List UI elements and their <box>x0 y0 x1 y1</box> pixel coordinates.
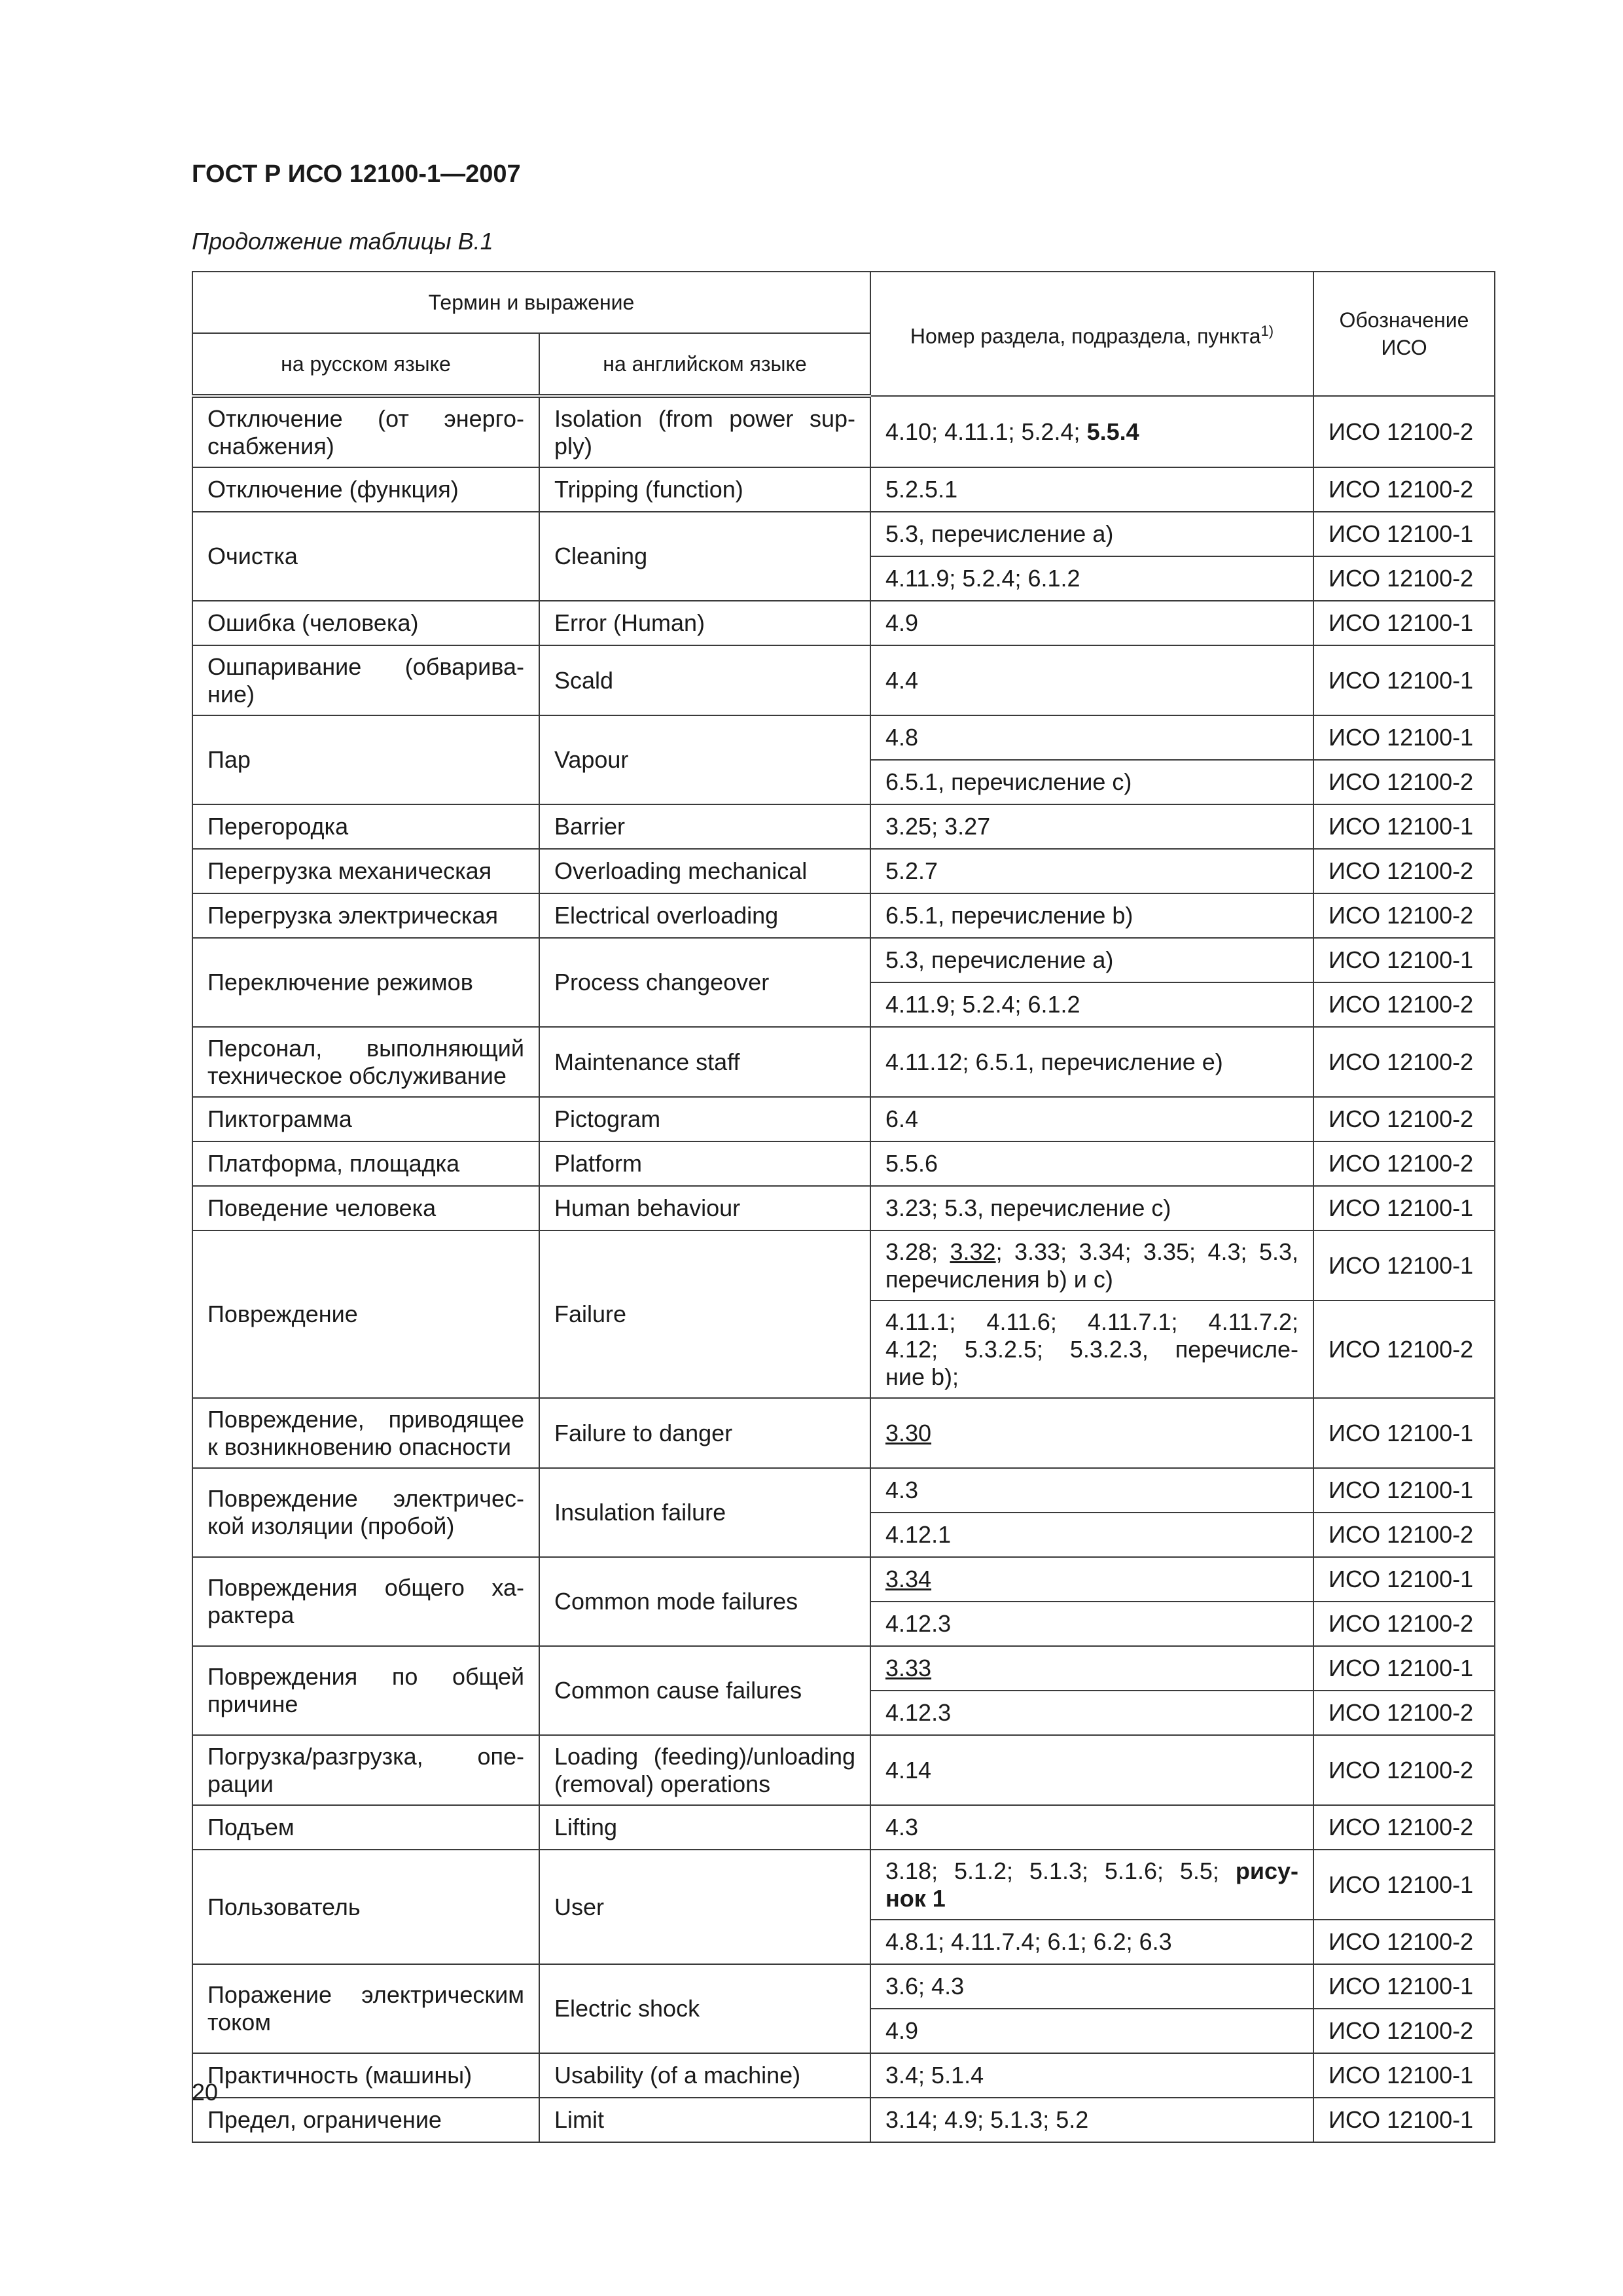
term-russian <box>192 893 539 938</box>
iso-designation: ИСО 12100-2 <box>1313 1735 1495 1805</box>
section-reference <box>870 1186 1313 1230</box>
ref-text: 3.14; 4.9; 5.1.3; 5.2 <box>885 2106 1089 2133</box>
table-row <box>192 1964 1495 2009</box>
ref-text: 5.3, перечисление а) <box>885 946 1114 973</box>
section-reference <box>870 1513 1313 1557</box>
table-row <box>192 804 1495 849</box>
term-russian <box>192 1964 539 2053</box>
ref-line <box>885 1049 1223 1075</box>
ref-text: нок 1 <box>885 1884 946 1912</box>
term-english <box>539 1027 870 1097</box>
section-reference <box>870 760 1313 804</box>
iso-designation: ИСО 12100-2 <box>1313 2009 1495 2053</box>
term-russian <box>192 1398 539 1468</box>
term-english-line: Barrier <box>554 813 626 840</box>
ref-line <box>885 1420 931 1446</box>
ref-line <box>885 2106 1088 2133</box>
ref-line <box>885 1566 931 1592</box>
term-russian <box>192 512 539 601</box>
term-russian-line: снабжения) <box>207 432 334 459</box>
ref-line <box>885 565 1080 592</box>
term-english <box>539 396 870 467</box>
term-russian-line: кой изоляции (пробой) <box>207 1513 455 1539</box>
term-russian-line: Отключение (от энерго- <box>207 404 524 432</box>
ref-text: 5.3, перечисление а) <box>885 520 1114 547</box>
ref-line <box>885 1973 964 2000</box>
term-russian-line: техническое обслуживание <box>207 1062 507 1089</box>
ref-line <box>885 1757 931 1784</box>
section-reference <box>870 1735 1313 1805</box>
ref-text: 4.3 <box>885 1814 919 1840</box>
term-russian <box>192 1027 539 1097</box>
ref-text: 5.2.7 <box>885 857 938 884</box>
term-russian <box>192 804 539 849</box>
ref-line <box>885 902 1133 929</box>
ref-text: 3.18; 5.1.2; 5.1.3; 5.1.6; 5.5; <box>885 1857 1236 1884</box>
ref-text: 6.4 <box>885 1105 919 1132</box>
term-russian-line: причине <box>207 1691 298 1717</box>
section-reference <box>870 601 1313 645</box>
ref-text: 4.9 <box>885 609 919 636</box>
section-reference <box>870 1691 1313 1735</box>
iso-designation: ИСО 12100-2 <box>1313 1920 1495 1964</box>
term-english-line: Scald <box>554 666 614 694</box>
section-reference <box>870 804 1313 849</box>
ref-text: 4.8.1; 4.11.7.4; 6.1; 6.2; 6.3 <box>885 1928 1172 1955</box>
section-reference <box>870 1141 1313 1186</box>
term-russian <box>192 1186 539 1230</box>
term-english-line: Pictogram <box>554 1105 661 1132</box>
header-term: Термин и выражение <box>192 272 870 333</box>
iso-designation: ИСО 12100-2 <box>1313 1097 1495 1141</box>
term-english <box>539 849 870 893</box>
term-russian <box>192 715 539 804</box>
term-english <box>539 1468 870 1557</box>
term-english <box>539 601 870 645</box>
term-russian <box>192 1468 539 1557</box>
term-english <box>539 1805 870 1850</box>
iso-designation: ИСО 12100-2 <box>1313 1141 1495 1186</box>
ref-line <box>885 1857 1298 1885</box>
table-row <box>192 1646 1495 1691</box>
ref-line <box>885 520 1113 547</box>
header-iso-line2: ИСО <box>1381 336 1427 359</box>
document-title: ГОСТ Р ИСО 12100-1—2007 <box>192 160 521 188</box>
ref-text: 6.5.1, перечисление с) <box>885 768 1132 795</box>
term-english <box>539 2098 870 2142</box>
ref-text: 4.11.9; 5.2.4; 6.1.2 <box>885 991 1080 1018</box>
term-russian-line: рации <box>207 1770 274 1797</box>
page-number: 20 <box>192 2079 219 2106</box>
term-russian <box>192 1097 539 1141</box>
iso-designation: ИСО 12100-1 <box>1313 2053 1495 2098</box>
ref-line <box>885 1699 951 1726</box>
table-row <box>192 645 1495 715</box>
ref-line <box>885 1336 1298 1363</box>
table-row <box>192 2053 1495 2098</box>
term-english <box>539 1735 870 1805</box>
term-english-line: Failure <box>554 1300 627 1327</box>
ref-text: 4.12.3 <box>885 1699 952 1726</box>
term-russian-line: Пиктограмма <box>207 1105 352 1132</box>
iso-designation: ИСО 12100-1 <box>1313 1557 1495 1602</box>
term-russian <box>192 1557 539 1646</box>
ref-text: 3.32 <box>950 1238 996 1265</box>
table-row <box>192 601 1495 645</box>
iso-designation: ИСО 12100-1 <box>1313 1398 1495 1468</box>
table-row <box>192 849 1495 893</box>
ref-line <box>885 1150 938 1177</box>
iso-designation: ИСО 12100-2 <box>1313 1027 1495 1097</box>
table-row <box>192 1230 1495 1300</box>
term-russian-line: Пар <box>207 746 251 773</box>
term-english-line: Process changeover <box>554 969 770 996</box>
term-russian-line: Переключение режимов <box>207 969 473 996</box>
term-english <box>539 1850 870 1964</box>
ref-line <box>885 857 938 884</box>
ref-text: 3.6; 4.3 <box>885 1973 965 2000</box>
iso-designation: ИСО 12100-1 <box>1313 601 1495 645</box>
iso-designation: ИСО 12100-1 <box>1313 1850 1495 1920</box>
section-reference <box>870 715 1313 760</box>
ref-text: 4.10; 4.11.1; 5.2.4; <box>885 418 1087 445</box>
term-russian-line: Поражение электрическим <box>207 1981 524 2008</box>
term-russian-line: ние) <box>207 680 255 708</box>
header-iso <box>1313 272 1495 396</box>
table-row <box>192 1850 1495 1920</box>
ref-line <box>885 946 1113 973</box>
term-russian-line: Очистка <box>207 543 298 569</box>
ref-line <box>885 1814 918 1840</box>
ref-text: 4.14 <box>885 1756 932 1784</box>
ref-line <box>885 1521 951 1548</box>
term-russian-line: Платформа, площадка <box>207 1150 460 1177</box>
term-russian-line: Ошибка (человека) <box>207 609 419 636</box>
header-iso-line1: Обозначение <box>1339 308 1469 332</box>
term-english-line: (removal) operations <box>554 1770 771 1797</box>
ref-line <box>885 1610 951 1637</box>
section-reference <box>870 467 1313 512</box>
footnote-marker: 1) <box>1260 323 1274 340</box>
section-reference <box>870 1557 1313 1602</box>
table-caption: Продолжение таблицы В.1 <box>192 228 493 255</box>
section-reference <box>870 1602 1313 1646</box>
term-english <box>539 1557 870 1646</box>
iso-designation: ИСО 12100-2 <box>1313 396 1495 467</box>
term-russian-line: Повреждения по общей <box>207 1663 524 1690</box>
term-russian <box>192 396 539 467</box>
term-english-line: Cleaning <box>554 543 648 569</box>
term-russian-line: Повреждение, приводящее <box>207 1405 524 1433</box>
term-russian-line: Предел, ограничение <box>207 2106 442 2133</box>
term-russian <box>192 1230 539 1398</box>
term-english-line: Human behaviour <box>554 1194 741 1221</box>
ref-line <box>885 667 918 694</box>
ref-line <box>885 1363 1298 1391</box>
term-russian-line: Подъем <box>207 1814 294 1840</box>
term-english-line: User <box>554 1893 605 1920</box>
term-english <box>539 645 870 715</box>
table-row <box>192 512 1495 556</box>
header-section <box>870 272 1313 396</box>
term-english <box>539 804 870 849</box>
section-reference <box>870 1300 1313 1398</box>
table-row <box>192 396 1495 467</box>
ref-text: 6.5.1, перечисление b) <box>885 902 1133 929</box>
term-english-line: Usability (of a machine) <box>554 2062 801 2089</box>
ref-text: 3.28; <box>885 1238 950 1265</box>
term-english <box>539 512 870 601</box>
section-reference <box>870 556 1313 601</box>
term-russian <box>192 1850 539 1964</box>
term-english <box>539 1186 870 1230</box>
term-english <box>539 1398 870 1468</box>
term-russian-line: Повреждение <box>207 1300 358 1327</box>
term-english <box>539 715 870 804</box>
ref-line <box>885 2062 984 2089</box>
table-body <box>192 396 1495 2142</box>
iso-designation: ИСО 12100-1 <box>1313 2098 1495 2142</box>
ref-text: 4.12.3 <box>885 1610 952 1637</box>
iso-designation: ИСО 12100-1 <box>1313 804 1495 849</box>
iso-designation: ИСО 12100-1 <box>1313 715 1495 760</box>
term-english <box>539 938 870 1027</box>
ref-line <box>885 1885 1298 1912</box>
ref-line <box>885 813 990 840</box>
term-russian-line: к возникновению опасности <box>207 1433 512 1460</box>
ref-line <box>885 1308 1298 1336</box>
term-english <box>539 2053 870 2098</box>
term-english-line: Lifting <box>554 1814 618 1840</box>
ref-line <box>885 1105 918 1132</box>
section-reference <box>870 1646 1313 1691</box>
section-reference <box>870 1097 1313 1141</box>
table-row <box>192 1027 1495 1097</box>
term-russian-line: Пользователь <box>207 1893 361 1920</box>
term-english-line: Failure to danger <box>554 1419 733 1446</box>
ref-line <box>885 724 918 751</box>
ref-line <box>885 1266 1298 1293</box>
section-reference <box>870 2009 1313 2053</box>
term-russian <box>192 2098 539 2142</box>
term-english <box>539 467 870 512</box>
iso-designation: ИСО 12100-1 <box>1313 1186 1495 1230</box>
ref-line <box>885 1477 918 1503</box>
table-row <box>192 1805 1495 1850</box>
term-russian-line: Повреждения общего ха- <box>207 1574 524 1601</box>
iso-designation: ИСО 12100-1 <box>1313 512 1495 556</box>
table-row <box>192 1141 1495 1186</box>
term-english <box>539 1097 870 1141</box>
term-english <box>539 1230 870 1398</box>
iso-designation: ИСО 12100-1 <box>1313 1646 1495 1691</box>
term-english <box>539 1646 870 1735</box>
term-russian <box>192 2053 539 2098</box>
term-russian-line: током <box>207 2009 272 2036</box>
table-row <box>192 1735 1495 1805</box>
term-russian <box>192 1735 539 1805</box>
term-english-line: Platform <box>554 1150 643 1177</box>
term-russian <box>192 1805 539 1850</box>
section-reference <box>870 849 1313 893</box>
iso-designation: ИСО 12100-1 <box>1313 938 1495 982</box>
term-russian <box>192 601 539 645</box>
terms-table <box>192 271 1495 2143</box>
section-reference <box>870 938 1313 982</box>
iso-designation: ИСО 12100-2 <box>1313 1691 1495 1735</box>
ref-text: 4.11.1; 4.11.6; 4.11.7.1; 4.11.7.2; <box>885 1308 1298 1335</box>
section-reference <box>870 1468 1313 1513</box>
ref-line <box>885 1928 1172 1955</box>
ref-text: 4.11.9; 5.2.4; 6.1.2 <box>885 565 1080 592</box>
section-reference <box>870 1920 1313 1964</box>
ref-line <box>885 1194 1171 1221</box>
table-row <box>192 2098 1495 2142</box>
term-english-line: Error (Human) <box>554 609 705 636</box>
ref-line <box>885 2017 918 2044</box>
term-english-line: Limit <box>554 2106 605 2133</box>
iso-designation: ИСО 12100-2 <box>1313 467 1495 512</box>
iso-designation: ИСО 12100-2 <box>1313 556 1495 601</box>
iso-designation: ИСО 12100-1 <box>1313 1468 1495 1513</box>
term-russian-line: Персонал, выполняющий <box>207 1034 524 1062</box>
term-english-line: ply) <box>554 432 593 459</box>
table-row <box>192 1557 1495 1602</box>
ref-text: ; 3.33; 3.34; 3.35; 4.3; 5.3, <box>995 1238 1298 1265</box>
term-russian <box>192 938 539 1027</box>
term-russian-line: Ошпаривание (обварива- <box>207 653 524 680</box>
iso-designation: ИСО 12100-1 <box>1313 1964 1495 2009</box>
section-reference <box>870 396 1313 467</box>
ref-text: 4.12; 5.3.2.5; 5.3.2.3, перечисле- <box>885 1335 1298 1363</box>
iso-designation: ИСО 12100-2 <box>1313 982 1495 1027</box>
section-reference <box>870 512 1313 556</box>
term-russian-line: Перегрузка электрическая <box>207 902 498 929</box>
table-row <box>192 1468 1495 1513</box>
ref-text: 4.8 <box>885 724 919 751</box>
section-reference <box>870 1398 1313 1468</box>
iso-designation: ИСО 12100-2 <box>1313 1513 1495 1557</box>
ref-text: 4.9 <box>885 2017 919 2044</box>
table-row <box>192 1398 1495 1468</box>
ref-text: 3.30 <box>885 1419 932 1446</box>
section-reference <box>870 893 1313 938</box>
term-english <box>539 1141 870 1186</box>
term-russian-line: Практичность (машины) <box>207 2062 473 2089</box>
term-english-line: Electric shock <box>554 1995 700 2022</box>
term-russian <box>192 645 539 715</box>
term-russian-line: Погрузка/разгрузка, опе- <box>207 1742 524 1770</box>
section-reference <box>870 1027 1313 1097</box>
term-english-line: Common mode failures <box>554 1588 798 1615</box>
section-reference <box>870 2098 1313 2142</box>
table-row <box>192 715 1495 760</box>
ref-line <box>885 476 957 503</box>
ref-text: 5.5.6 <box>885 1150 938 1177</box>
iso-designation: ИСО 12100-2 <box>1313 1805 1495 1850</box>
term-russian-line: Перегородка <box>207 813 349 840</box>
section-reference <box>870 1805 1313 1850</box>
ref-text: 4.4 <box>885 666 919 694</box>
ref-text: 3.25; 3.27 <box>885 813 991 840</box>
ref-text: 3.34 <box>885 1566 932 1592</box>
table-row <box>192 1097 1495 1141</box>
term-english-line: Common cause failures <box>554 1677 802 1704</box>
header-russian: на русском языке <box>192 333 539 396</box>
ref-line <box>885 1238 1298 1266</box>
ref-line <box>885 418 1139 445</box>
iso-designation: ИСО 12100-2 <box>1313 849 1495 893</box>
iso-designation: ИСО 12100-2 <box>1313 893 1495 938</box>
iso-designation: ИСО 12100-1 <box>1313 1230 1495 1300</box>
term-russian-line: Отключение (функция) <box>207 476 459 503</box>
header-section-label: Номер раздела, подраздела, пункта <box>910 324 1261 348</box>
term-russian-line: Поведение человека <box>207 1194 437 1221</box>
iso-designation: ИСО 12100-2 <box>1313 1602 1495 1646</box>
table-header <box>192 272 1495 396</box>
table-row <box>192 938 1495 982</box>
iso-designation: ИСО 12100-1 <box>1313 645 1495 715</box>
section-reference <box>870 2053 1313 2098</box>
ref-text: 5.5.4 <box>1086 418 1139 445</box>
table-row <box>192 1186 1495 1230</box>
term-russian <box>192 849 539 893</box>
ref-line <box>885 991 1080 1018</box>
table-row <box>192 893 1495 938</box>
header-english: на английском языке <box>539 333 870 396</box>
term-english-line: Loading (feeding)/unloading <box>554 1742 855 1770</box>
ref-text: 5.2.5.1 <box>885 476 958 503</box>
ref-text: 4.3 <box>885 1477 919 1503</box>
ref-line <box>885 609 918 636</box>
ref-text: 3.4; 5.1.4 <box>885 2062 984 2089</box>
term-russian <box>192 1141 539 1186</box>
term-english <box>539 1964 870 2053</box>
term-english-line: Maintenance staff <box>554 1048 740 1075</box>
iso-designation: ИСО 12100-2 <box>1313 1300 1495 1398</box>
ref-text: ние b); <box>885 1363 959 1390</box>
term-english-line: Isolation (from power sup- <box>554 404 855 432</box>
term-english-line: Tripping (function) <box>554 476 743 503</box>
term-english <box>539 893 870 938</box>
ref-text: 3.23; 5.3, перечисление с) <box>885 1194 1171 1221</box>
term-english-line: Electrical overloading <box>554 902 779 929</box>
ref-text: рису- <box>1235 1857 1298 1884</box>
section-reference <box>870 1230 1313 1300</box>
term-english-line: Vapour <box>554 746 629 773</box>
section-reference <box>870 1964 1313 2009</box>
ref-line <box>885 768 1132 795</box>
term-russian-line: рактера <box>207 1602 294 1628</box>
term-english-line: Overloading mechanical <box>554 857 808 884</box>
ref-text: перечисления b) и с) <box>885 1265 1113 1293</box>
section-reference <box>870 982 1313 1027</box>
ref-text: 4.11.12; 6.5.1, перечисление е) <box>885 1048 1223 1075</box>
ref-text: 4.12.1 <box>885 1521 952 1548</box>
section-reference <box>870 645 1313 715</box>
table-row <box>192 467 1495 512</box>
ref-text: 3.33 <box>885 1655 932 1681</box>
term-russian <box>192 467 539 512</box>
term-russian-line: Повреждение электричес- <box>207 1485 524 1512</box>
ref-line <box>885 1655 931 1681</box>
term-english-line: Insulation failure <box>554 1499 726 1526</box>
term-russian-line: Перегрузка механическая <box>207 857 492 884</box>
section-reference <box>870 1850 1313 1920</box>
term-russian <box>192 1646 539 1735</box>
iso-designation: ИСО 12100-2 <box>1313 760 1495 804</box>
